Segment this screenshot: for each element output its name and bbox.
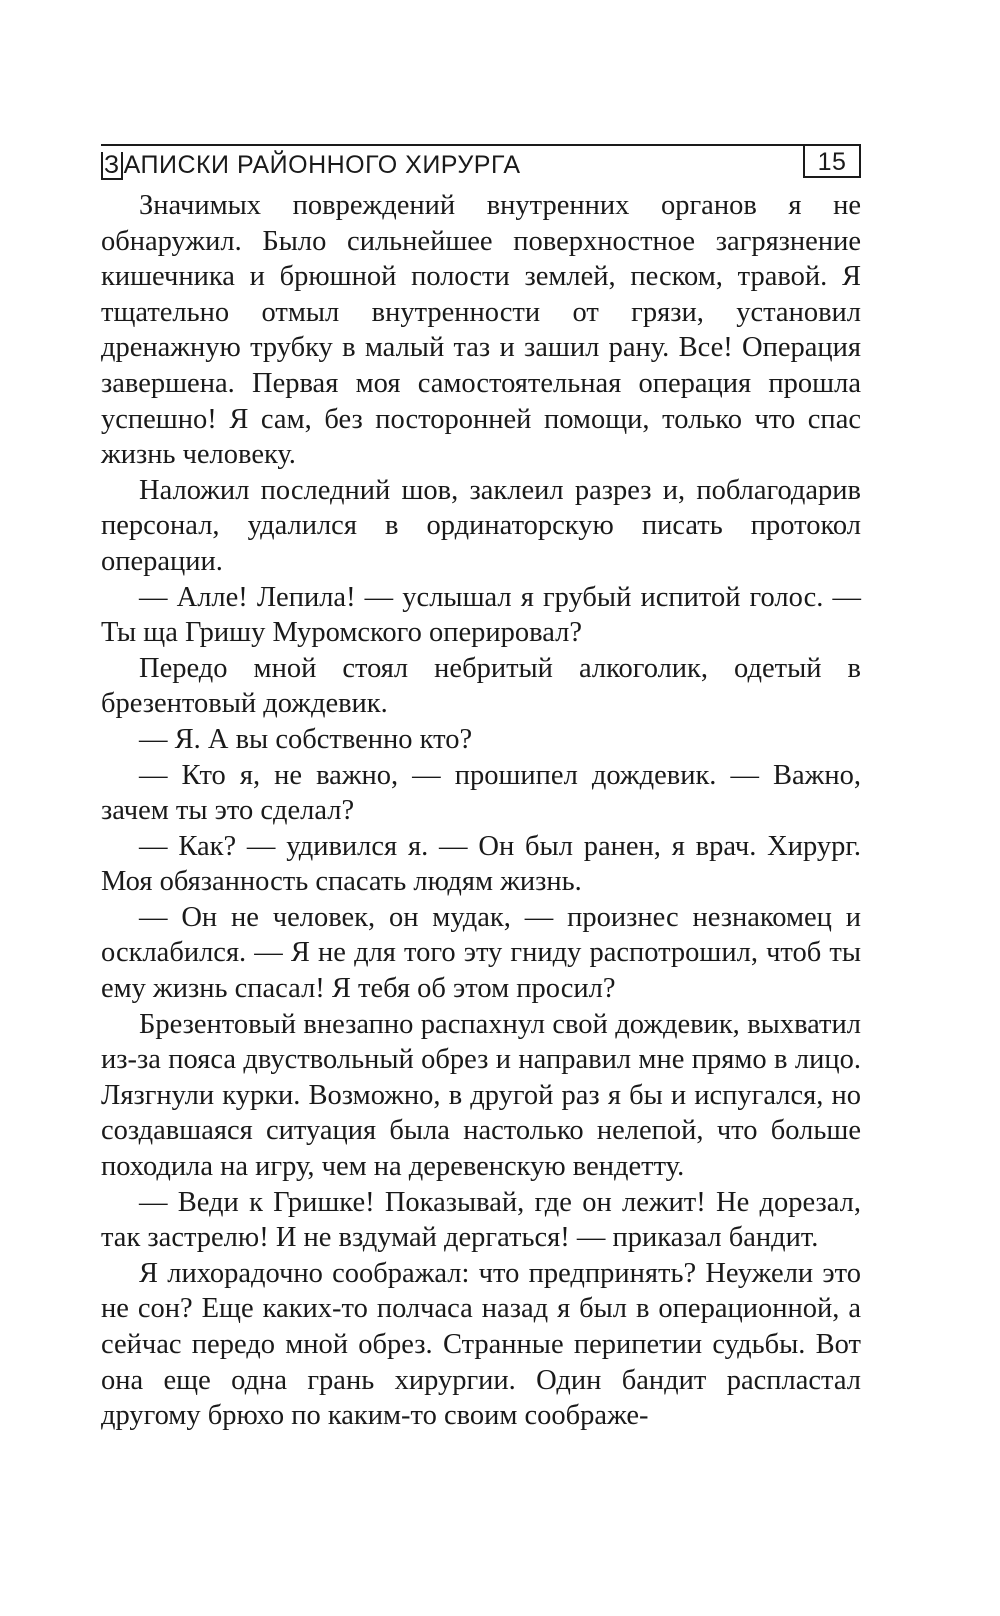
paragraph: Брезентовый внезапно распахнул свой дождевик, выхватил из-за пояса двуствольный обрез и направил мне прямо в лицо. Лязгнули курки. Возможно, в другой раз я бы и испугался, но создавшаяся ситуация была настолько нелепой, что больше походила на игру, чем на деревенскую вендетту. xyxy=(101,1008,861,1183)
paragraph: Наложил последний шов, заклеил разрез и, поблагодарив персонал, удалился в ординаторскую писать протокол операции. xyxy=(101,474,861,577)
book-title-initial: З xyxy=(101,152,123,180)
page-body xyxy=(101,188,861,1434)
page-number: 15 xyxy=(803,146,861,178)
paragraph: Значимых повреждений внутренних органов я не обнаружил. Было сильнейшее поверхностное загрязнение кишечника и брюшной полости землей, песком, травой. Я тщательно отмыл внутренности от грязи, установил дренажную трубку в малый таз и зашил рану. Все! Операция завершена. Первая моя самостоятельная операция прошла успешно! Я сам, без посторонней помощи, только что спас жизнь человеку. xyxy=(101,190,861,471)
paragraph: — Я. А вы собственно кто? xyxy=(139,723,473,755)
paragraph: — Как? — удивился я. — Он был ранен, я врач. Хирург. Моя обязанность спасать людям жизнь. xyxy=(101,830,861,898)
paragraph: — Он не человек, он мудак, — произнес незнакомец и осклабился. — Я не для того эту гниду распотрошил, чтоб ты ему жизнь спасал! Я тебя об этом просил? xyxy=(101,901,861,1005)
running-header xyxy=(101,144,861,178)
paragraph: — Веди к Гришке! Показывай, где он лежит! Не дорезал, так застрелю! И не вздумай дергаться! — приказал бандит. xyxy=(101,1186,861,1254)
book-title-rest: АПИСКИ РАЙОННОГО ХИРУРГА xyxy=(123,151,521,179)
paragraph: — Кто я, не важно, — прошипел дождевик. — Важно, зачем ты это сделал? xyxy=(101,759,861,827)
paragraph: Передо мной стоял небритый алкоголик, одетый в брезентовый дождевик. xyxy=(101,652,861,720)
paragraph: Я лихорадочно соображал: что предпринять? Неужели это не сон? Еще каких-то полчаса назад я был в операционной, а сейчас передо мной обрез. Странные перипетии судьбы. Вот она еще одна грань хирургии. Один бандит распластал другому брюхо по каким-то своим соображе- xyxy=(101,1257,861,1432)
book-title xyxy=(101,152,521,180)
paragraph: — Алле! Лепила! — услышал я грубый испитой голос. — Ты ща Гришу Муромского оперировал? xyxy=(101,581,861,649)
